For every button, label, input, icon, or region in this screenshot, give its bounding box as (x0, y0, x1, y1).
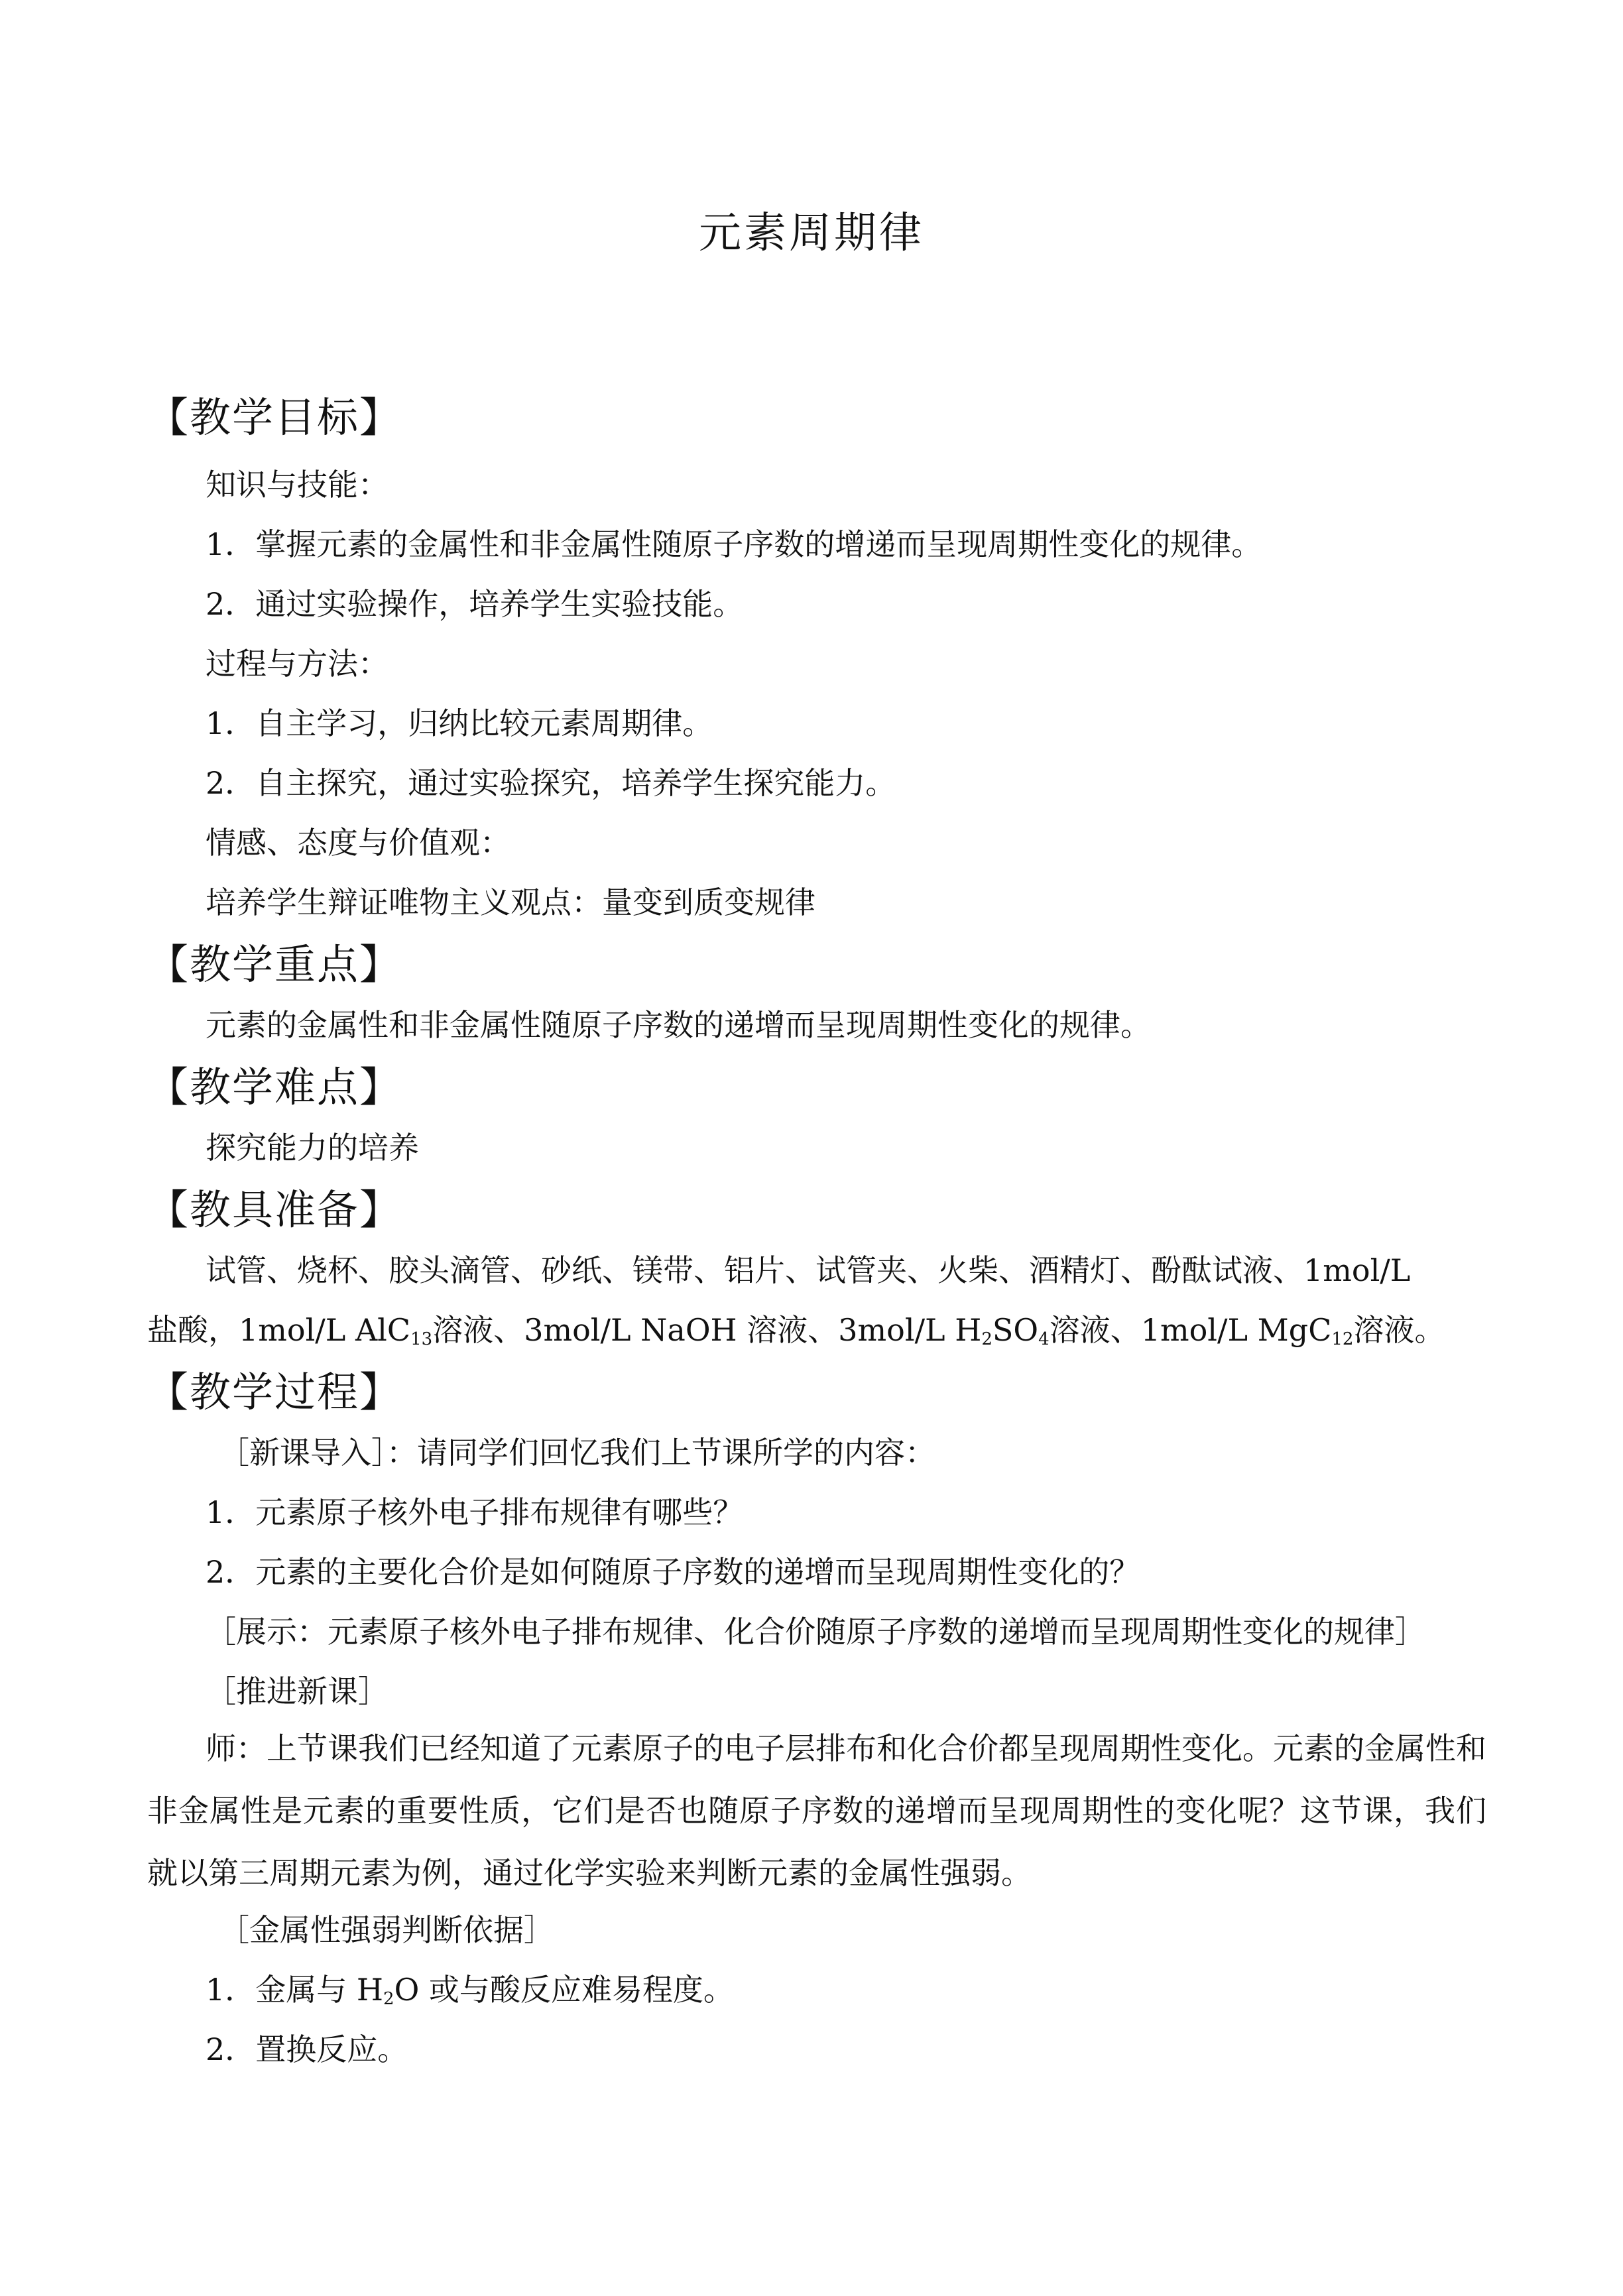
difficulties-text: 探究能力的培养 (206, 1130, 419, 1166)
knowledge-item-2: 2．通过实验操作，培养学生实验技能。 (206, 586, 744, 622)
knowledge-item-1: 1．掌握元素的金属性和非金属性随原子序数的增递而呈现周期性变化的规律。 (206, 526, 1262, 562)
basis-item-2: 2．置换反应。 (206, 2031, 408, 2067)
advance-lesson: ［推进新课］ (206, 1673, 389, 1709)
review-question-1: 1．元素原子核外电子排布规律有哪些？ (206, 1494, 744, 1530)
process-method-label: 过程与方法： (206, 646, 389, 682)
tools-text-a: 盐酸，1mol/L AlC (147, 1312, 411, 1348)
subscript: 2 (981, 1329, 992, 1349)
basis-item-1 (206, 1966, 734, 2010)
knowledge-skills-label: 知识与技能： (206, 467, 389, 503)
process-item-1: 1．自主学习，归纳比较元素周期律。 (206, 705, 713, 741)
tools-text-d: 溶液、1mol/L MgC (1049, 1312, 1332, 1348)
heading-difficulties: 【教学难点】 (147, 1063, 402, 1111)
subscript: 13 (410, 1329, 433, 1349)
tools-line-1: 试管、烧杯、胶头滴管、砂纸、镁带、铝片、试管夹、火柴、酒精灯、酚酞试液、1mol/L (206, 1252, 1411, 1288)
page-title: 元素周期律 (699, 209, 924, 258)
emotion-item-1: 培养学生辩证唯物主义观点：量变到质变规律 (206, 884, 815, 920)
heading-key-points: 【教学重点】 (147, 940, 402, 989)
heading-teaching-tools: 【教具准备】 (147, 1185, 402, 1234)
review-question-2: 2．元素的主要化合价是如何随原子序数的递增而呈现周期性变化的？ (206, 1554, 1140, 1590)
tools-text-b: 溶液、3mol/L NaOH 溶液、3mol/L H (432, 1312, 982, 1348)
tools-line-2 (147, 1306, 1445, 1350)
subscript: 4 (1038, 1329, 1050, 1349)
basis-item-1-text-b: O 或与酸反应难易程度。 (394, 1972, 734, 2008)
basis-item-1-text-a: 1．金属与 H (206, 1972, 384, 2008)
process-item-2: 2．自主探究，通过实验探究，培养学生探究能力。 (206, 765, 896, 801)
teacher-paragraph: 师：上节课我们已经知道了元素原子的电子层排布和化合价都呈现周期性变化。元素的金属性和非金属性是元素的重要性质，它们是否也随原子序数的递增而呈现周期性的变化呢？这节课，我们就以第三周期元素为例，通过化学实验来判断元素的金属性强弱。 (147, 1730, 1486, 1891)
tools-text-e: 溶液。 (1353, 1312, 1445, 1348)
subscript: 2 (383, 1989, 394, 2009)
show-note: ［展示：元素原子核外电子排布规律、化合价随原子序数的递增而呈现周期性变化的规律］ (206, 1614, 1425, 1650)
tools-text-c: SO (992, 1312, 1039, 1348)
key-points-text: 元素的金属性和非金属性随原子序数的递增而呈现周期性变化的规律。 (206, 1007, 1151, 1043)
emotion-values-label: 情感、态度与价值观： (206, 825, 511, 861)
subscript: 12 (1331, 1329, 1354, 1349)
heading-teaching-process: 【教学过程】 (147, 1368, 402, 1416)
heading-teaching-goals: 【教学目标】 (147, 393, 402, 442)
metallic-basis-label: ［金属性强弱判断依据］ (219, 1912, 554, 1948)
new-lesson-intro: ［新课导入］：请同学们回忆我们上节课所学的内容： (219, 1435, 935, 1471)
